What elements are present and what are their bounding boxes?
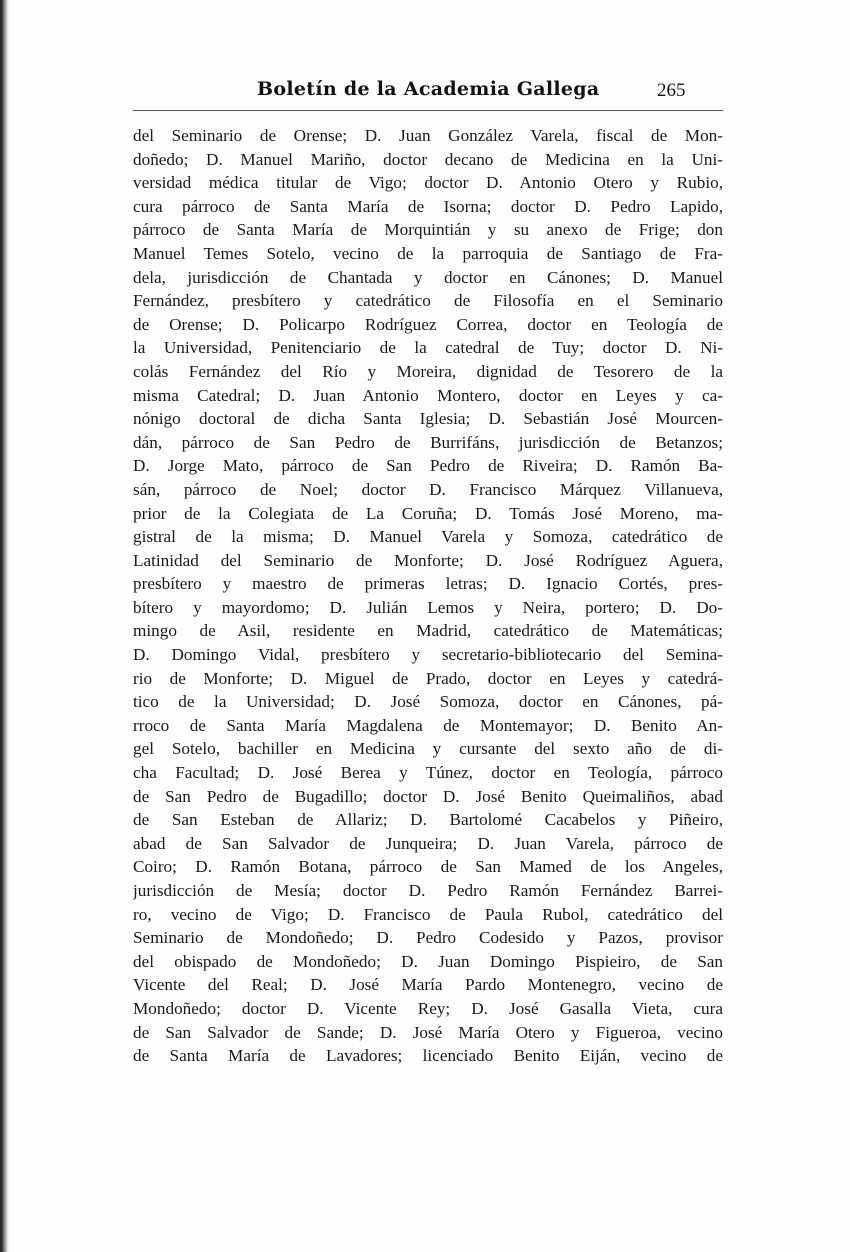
text-line: tico de la Universidad; D. José Somoza, doctor en Cánones, pá-	[133, 692, 723, 712]
text-line: doñedo; D. Manuel Mariño, doctor decano de Medicina en la Uni-	[133, 149, 723, 169]
text-line: jurisdicción de Mesía; doctor D. Pedro Ramón Fernández Barrei-	[133, 881, 723, 900]
text-line: D. Jorge Mato, párroco de San Pedro de Riveira; D. Ramón Ba-	[133, 456, 723, 476]
text-line: de San Salvador de Sande; D. José María Otero y Figueroa, vecino	[133, 1022, 723, 1042]
body-paragraph	[133, 124, 723, 1068]
text-line: misma Catedral; D. Juan Antonio Montero, doctor en Leyes y ca-	[133, 385, 723, 405]
text-line: colás Fernández del Río y Moreira, dignidad de Tesorero de la	[133, 361, 723, 381]
text-line: de San Pedro de Bugadillo; doctor D. José Benito Queimaliños, abad	[133, 786, 723, 806]
text-line: de Santa María de Lavadores; licenciado Benito Eiján, vecino de	[133, 1046, 723, 1066]
text-line: rroco de Santa María Magdalena de Montemayor; D. Benito An-	[133, 715, 723, 735]
text-line: D. Domingo Vidal, presbítero y secretario-bibliotecario del Semina-	[133, 645, 723, 665]
text-line: ro, vecino de Vigo; D. Francisco de Paula Rubol, catedrático del	[133, 904, 723, 924]
text-line: Vicente del Real; D. José María Pardo Montenegro, vecino de	[133, 975, 723, 995]
text-line: la Universidad, Penitenciario de la catedral de Tuy; doctor D. Ni-	[133, 338, 723, 358]
text-line: Fernández, presbítero y catedrático de Filosofía en el Seminario	[133, 291, 723, 311]
page-binding-edge	[0, 0, 10, 1252]
text-line: sán, párroco de Noel; doctor D. Francisco Márquez Villanueva,	[133, 479, 723, 499]
text-line: cura párroco de Santa María de Isorna; doctor D. Pedro Lapido,	[133, 196, 723, 216]
page-number: 265	[657, 80, 686, 101]
text-line: mingo de Asil, residente en Madrid, catedrático de Matemáticas;	[133, 621, 723, 641]
text-line: rio de Monforte; D. Miguel de Prado, doctor en Leyes y catedrá-	[133, 668, 723, 688]
text-line: dán, párroco de San Pedro de Burrifáns, jurisdicción de Betanzos;	[133, 432, 723, 452]
text-line: Coiro; D. Ramón Botana, párroco de San Mamed de los Angeles,	[133, 857, 723, 877]
text-line: gistral de la misma; D. Manuel Varela y Somoza, catedrático de	[133, 527, 723, 547]
text-line: bítero y mayordomo; D. Julián Lemos y Neira, portero; D. Do-	[133, 597, 723, 617]
text-line: de Orense; D. Policarpo Rodríguez Correa, doctor en Teología de	[133, 314, 723, 334]
text-line: versidad médica titular de Vigo; doctor D. Antonio Otero y Rubio,	[133, 173, 723, 193]
text-line: cha Facultad; D. José Berea y Túnez, doctor en Teología, párroco	[133, 763, 723, 783]
text-line: del Seminario de Orense; D. Juan González Varela, fiscal de Mon-	[133, 126, 723, 145]
text-line: nónigo doctoral de dicha Santa Iglesia; D. Sebastián José Mourcen-	[133, 409, 723, 429]
text-line: presbítero y maestro de primeras letras; D. Ignacio Cortés, pres-	[133, 574, 723, 594]
text-line: Seminario de Mondoñedo; D. Pedro Codesido y Pazos, provisor	[133, 928, 723, 948]
header-rule	[133, 110, 723, 111]
text-line: Latinidad del Seminario de Monforte; D. José Rodríguez Aguera,	[133, 550, 723, 570]
text-line: párroco de Santa María de Morquintián y su anexo de Frige; don	[133, 220, 723, 240]
text-line: Manuel Temes Sotelo, vecino de la parroquia de Santiago de Fra-	[133, 243, 723, 263]
text-line: abad de San Salvador de Junqueira; D. Juan Varela, párroco de	[133, 833, 723, 853]
text-line: dela, jurisdicción de Chantada y doctor en Cánones; D. Manuel	[133, 267, 723, 287]
text-line: del obispado de Mondoñedo; D. Juan Domingo Pispieiro, de San	[133, 951, 723, 971]
text-line: gel Sotelo, bachiller en Medicina y cursante del sexto año de di-	[133, 739, 723, 759]
text-line: prior de la Colegiata de La Coruña; D. Tomás José Moreno, ma-	[133, 503, 723, 523]
text-line: de San Esteban de Allariz; D. Bartolomé Cacabelos y Piñeiro,	[133, 810, 723, 830]
text-line: Mondoñedo; doctor D. Vicente Rey; D. José Gasalla Vieta, cura	[133, 998, 723, 1018]
journal-title: Boletín de la Academia Gallega	[257, 78, 600, 100]
running-header	[133, 76, 723, 110]
